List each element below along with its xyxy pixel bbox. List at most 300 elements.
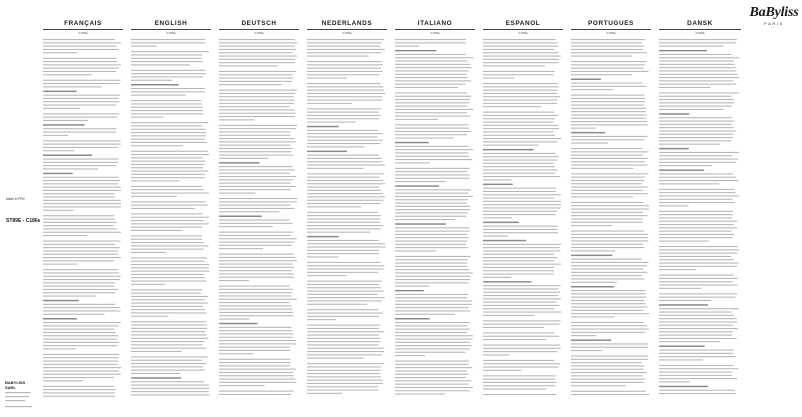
body-text-line	[395, 87, 458, 88]
body-text-line	[43, 150, 74, 151]
body-text-line	[131, 227, 202, 228]
body-text-line	[219, 286, 289, 287]
body-text-line	[131, 370, 205, 371]
body-text-line	[571, 215, 648, 216]
body-text-line	[571, 46, 644, 47]
body-text-line	[219, 260, 297, 261]
body-text-line	[659, 393, 736, 394]
body-text-line	[131, 328, 207, 329]
body-text-line	[395, 159, 472, 160]
body-text-line	[571, 136, 648, 137]
body-text-line	[131, 331, 205, 332]
body-text-line	[659, 263, 739, 264]
column-italiano	[392, 20, 478, 403]
body-text-line	[659, 162, 736, 163]
body-text-line	[395, 216, 466, 217]
body-text-line	[43, 235, 87, 236]
body-text-line	[571, 183, 642, 184]
brand-logo	[748, 6, 800, 26]
body-text-line	[43, 165, 116, 166]
body-text-line	[219, 158, 268, 159]
column-code: ST89E	[254, 31, 264, 35]
body-text-line	[483, 375, 555, 376]
body-text-line	[659, 192, 735, 193]
body-text-line	[307, 212, 378, 213]
body-text-line	[131, 381, 204, 382]
column-dansk	[656, 20, 744, 403]
section-heading-line	[395, 290, 424, 292]
section-heading-line	[395, 142, 429, 144]
body-text-line	[43, 304, 115, 305]
body-text-line	[395, 352, 466, 353]
body-text-line	[43, 219, 115, 220]
body-text-line	[307, 143, 380, 144]
body-text-line	[131, 274, 204, 275]
body-text-line	[307, 393, 342, 394]
body-text-line	[307, 68, 381, 69]
body-text-line	[483, 370, 522, 371]
body-text-line	[43, 210, 73, 211]
body-text-line	[43, 140, 121, 141]
body-text-line	[131, 373, 180, 374]
column-code: ST89E	[430, 31, 440, 35]
body-text-line	[43, 232, 121, 233]
body-text-line	[571, 71, 649, 72]
body-text-line	[43, 128, 116, 129]
body-text-line	[131, 303, 208, 304]
body-text-line	[307, 247, 385, 248]
body-text-lines	[131, 38, 211, 398]
body-text-line	[571, 372, 647, 373]
body-text-line	[219, 289, 293, 290]
body-text-line	[659, 177, 736, 178]
body-text-line	[571, 362, 641, 363]
body-text-line	[43, 80, 121, 81]
body-text-line	[659, 77, 739, 78]
body-text-line	[131, 107, 203, 108]
body-text-line	[571, 83, 642, 84]
body-text-line	[131, 235, 202, 236]
body-text-line	[483, 250, 560, 251]
body-text-line	[43, 276, 121, 277]
body-text-line	[219, 81, 292, 82]
body-text-line	[659, 152, 739, 153]
body-text-line	[483, 106, 541, 107]
body-text-line	[659, 211, 733, 212]
body-text-line	[483, 257, 557, 258]
body-text-line	[131, 39, 205, 40]
body-text-line	[307, 341, 380, 342]
body-text-line	[395, 325, 467, 326]
body-text-line	[483, 292, 560, 293]
body-text-line	[395, 74, 467, 75]
body-text-line	[43, 279, 120, 280]
section-heading-line	[659, 50, 707, 52]
body-text-line	[483, 305, 559, 306]
body-text-line	[571, 237, 648, 238]
body-text-line	[219, 273, 294, 274]
body-text-line	[219, 176, 296, 177]
body-text-line	[43, 357, 119, 358]
body-text-line	[131, 76, 203, 77]
body-text-line	[307, 118, 379, 119]
body-text-line	[659, 365, 733, 366]
body-text-line	[395, 266, 467, 267]
body-text-line	[219, 359, 290, 360]
body-text-line	[43, 272, 119, 273]
body-text-line	[395, 67, 472, 68]
body-text-line	[659, 312, 732, 313]
body-text-line	[571, 114, 647, 115]
body-text-line	[395, 189, 471, 190]
body-text-line	[219, 343, 296, 344]
column-title: PORTUGUÊS	[571, 20, 651, 30]
manufacturer-name: BABYLISS SARL	[5, 380, 26, 390]
body-text-line	[219, 299, 297, 300]
body-text-line	[659, 124, 732, 125]
body-text-line	[483, 312, 561, 313]
section-heading-line	[131, 377, 181, 379]
body-text-line	[483, 93, 557, 94]
body-text-line	[659, 378, 737, 379]
body-text-line	[131, 125, 202, 126]
body-text-line	[43, 260, 114, 261]
body-text-line	[131, 58, 202, 59]
body-text-line	[219, 145, 290, 146]
body-text-line	[571, 307, 647, 308]
made-in-label: Made in PRC	[6, 197, 25, 201]
body-text-line	[571, 124, 648, 125]
body-text-line	[219, 201, 297, 202]
body-text-line	[131, 213, 203, 214]
body-text-line	[43, 215, 114, 216]
body-text-line	[571, 111, 646, 112]
body-text-line	[43, 98, 118, 99]
body-text-line	[219, 49, 296, 50]
body-text-line	[219, 327, 291, 328]
body-text-line	[571, 272, 647, 273]
body-text-line	[307, 363, 384, 364]
body-text-line	[307, 287, 381, 288]
body-text-line	[43, 289, 118, 290]
body-text-line	[131, 80, 172, 81]
body-text-line	[43, 392, 115, 393]
body-text-line	[483, 332, 554, 333]
body-text-line	[43, 241, 120, 242]
body-text-line	[571, 218, 643, 219]
column-body-placeholder	[659, 38, 741, 398]
body-text-line	[483, 288, 559, 289]
body-text-line	[219, 340, 296, 341]
body-text-line	[395, 64, 470, 65]
body-text-line	[131, 325, 207, 326]
body-text-line	[131, 360, 202, 361]
body-text-line	[219, 109, 295, 110]
body-text-line	[659, 335, 732, 336]
body-text-line	[43, 101, 120, 102]
body-text-line	[307, 218, 380, 219]
body-text-line	[307, 250, 379, 251]
body-text-line	[131, 281, 206, 282]
body-text-line	[219, 65, 278, 66]
body-text-line	[483, 295, 558, 296]
body-text-line	[307, 265, 384, 266]
body-text-line	[395, 231, 469, 232]
body-text-line	[483, 207, 561, 208]
body-text-line	[571, 332, 645, 333]
body-text-line	[43, 144, 121, 145]
section-heading-line	[395, 185, 439, 187]
body-text-line	[483, 264, 561, 265]
section-heading-line	[43, 173, 73, 175]
body-text-line	[43, 46, 116, 47]
body-text-line	[659, 39, 737, 40]
body-text-line	[571, 375, 643, 376]
section-heading-line	[483, 222, 519, 224]
body-text-line	[571, 68, 644, 69]
body-text-line	[307, 71, 382, 72]
body-text-line	[659, 61, 734, 62]
body-text-line	[43, 367, 121, 368]
body-text-line	[659, 253, 738, 254]
body-text-line	[131, 351, 182, 352]
body-text-line	[483, 382, 557, 383]
body-text-line	[307, 173, 384, 174]
body-text-line	[571, 158, 648, 159]
body-text-line	[483, 217, 512, 218]
body-text-line	[131, 363, 206, 364]
body-text-line	[659, 341, 720, 342]
body-text-line	[219, 84, 282, 85]
body-text-line	[43, 296, 96, 297]
body-text-line	[43, 95, 120, 96]
body-text-line	[131, 220, 204, 221]
body-text-line	[43, 68, 119, 69]
body-text-line	[395, 329, 470, 330]
body-text-line	[395, 112, 467, 113]
body-text-line	[307, 309, 378, 310]
body-text-line	[659, 57, 739, 58]
body-text-line	[659, 234, 734, 235]
body-text-line	[219, 90, 297, 91]
body-text-line	[571, 247, 644, 248]
body-text-line	[219, 166, 293, 167]
body-text-line	[219, 116, 295, 117]
body-text-line	[395, 131, 471, 132]
section-heading-line	[659, 113, 689, 115]
body-text-line	[659, 80, 733, 81]
body-text-line	[395, 364, 469, 365]
body-text-line	[43, 74, 92, 75]
body-text-line	[43, 247, 120, 248]
body-text-line	[43, 168, 98, 169]
body-text-line	[483, 244, 561, 245]
body-text-line	[307, 373, 380, 374]
body-text-line	[483, 315, 534, 316]
body-text-line	[483, 118, 555, 119]
body-text-line	[307, 294, 378, 295]
body-text-line	[483, 385, 555, 386]
body-text-line	[219, 183, 291, 184]
body-text-line	[131, 208, 195, 209]
body-text-line	[219, 347, 290, 348]
body-text-line	[659, 165, 712, 166]
body-text-line	[395, 61, 467, 62]
body-text-line	[659, 67, 736, 68]
body-text-line	[43, 264, 77, 265]
body-text-line	[659, 144, 720, 145]
body-text-line	[131, 309, 205, 310]
body-text-line	[571, 359, 648, 360]
body-text-line	[219, 205, 291, 206]
body-text-line	[131, 91, 205, 92]
body-text-line	[571, 74, 632, 75]
body-text-line	[307, 354, 382, 355]
body-text-line	[483, 169, 557, 170]
body-text-line	[131, 217, 209, 218]
section-heading-line	[659, 148, 689, 150]
body-text-line	[219, 46, 295, 47]
body-text-line	[219, 141, 296, 142]
body-text-line	[483, 166, 555, 167]
body-text-line	[395, 394, 445, 395]
body-text-line	[395, 380, 472, 381]
body-text-line	[307, 344, 379, 345]
body-text-line	[43, 339, 117, 340]
body-text-line	[307, 136, 378, 137]
body-text-line	[219, 238, 297, 239]
body-text-line	[395, 168, 470, 169]
body-text-line	[395, 39, 466, 40]
body-text-line	[131, 51, 209, 52]
body-text-line	[659, 256, 731, 257]
body-text-line	[131, 289, 202, 290]
body-text-line	[395, 80, 471, 81]
body-text-line	[219, 270, 292, 271]
body-text-line	[43, 396, 115, 397]
body-text-line	[43, 222, 117, 223]
body-text-line	[571, 173, 648, 174]
body-text-line	[131, 180, 179, 181]
body-text-line	[395, 384, 468, 385]
body-text-line	[659, 202, 735, 203]
column-code: ST89E	[695, 31, 705, 35]
body-text-line	[483, 260, 554, 261]
body-text-line	[131, 230, 182, 231]
body-text-line	[395, 355, 425, 356]
body-text-line	[219, 131, 291, 132]
body-text-line	[483, 156, 559, 157]
section-heading-line	[659, 386, 708, 388]
body-text-line	[43, 180, 120, 181]
body-text-line	[43, 254, 119, 255]
column-nederlands	[304, 20, 390, 403]
manufacturer-address	[5, 380, 35, 417]
body-text-line	[307, 313, 383, 314]
body-text-line	[307, 376, 381, 377]
body-text-line	[43, 386, 114, 387]
body-text-line	[395, 339, 473, 340]
body-text-line	[395, 310, 470, 311]
body-text-line	[395, 209, 470, 210]
body-text-line	[43, 225, 114, 226]
body-text-line	[483, 141, 558, 142]
section-heading-line	[307, 151, 347, 153]
body-text-line	[571, 300, 644, 301]
body-text-line	[571, 209, 649, 210]
body-text-line	[395, 181, 445, 182]
body-text-line	[131, 189, 204, 190]
body-text-line	[131, 299, 205, 300]
body-text-line	[571, 313, 649, 314]
body-text-line	[395, 46, 419, 47]
body-text-line	[571, 190, 643, 191]
body-text-line	[483, 226, 558, 227]
body-text-line	[483, 229, 558, 230]
section-heading-line	[131, 84, 179, 86]
body-text-line	[483, 65, 545, 66]
column-code: ST89E	[78, 31, 88, 35]
body-text-line	[43, 147, 118, 148]
body-text-line	[659, 269, 696, 270]
body-text-line	[483, 112, 554, 113]
body-text-line	[395, 250, 436, 251]
body-text-line	[219, 375, 294, 376]
body-text-line	[483, 351, 557, 352]
body-text-line	[483, 236, 508, 237]
body-text-line	[483, 42, 558, 43]
body-text-line	[659, 259, 734, 260]
body-text-line	[307, 316, 379, 317]
body-text-line	[43, 132, 116, 133]
body-text-line	[571, 265, 647, 266]
body-text-line	[659, 109, 724, 110]
body-text-line	[395, 272, 473, 273]
body-text-line	[131, 277, 205, 278]
body-text-line	[307, 93, 385, 94]
body-text-line	[131, 88, 205, 89]
body-text-line	[219, 62, 295, 63]
body-text-line	[571, 148, 642, 149]
body-text-line	[659, 315, 734, 316]
body-text-line	[395, 234, 467, 235]
body-text-line	[219, 257, 295, 258]
column-title: DEUTSCH	[219, 20, 299, 30]
body-text-line	[483, 62, 559, 63]
body-text-line	[483, 302, 557, 303]
body-text-line	[395, 237, 469, 238]
body-text-line	[307, 253, 379, 254]
body-text-line	[131, 306, 203, 307]
body-text-line	[307, 291, 384, 292]
body-text-line	[571, 101, 645, 102]
body-text-line	[43, 117, 117, 118]
body-text-line	[219, 193, 255, 194]
body-text-line	[43, 162, 118, 163]
body-text-line	[307, 56, 369, 57]
column-title: DANSK	[659, 20, 741, 30]
section-heading-line	[659, 304, 708, 306]
body-text-line	[307, 108, 381, 109]
body-text-line	[483, 277, 511, 278]
body-text-line	[395, 84, 466, 85]
body-text-line	[219, 254, 294, 255]
body-text-line	[483, 39, 556, 40]
body-text-line	[131, 312, 207, 313]
body-text-line	[307, 190, 381, 191]
body-text-line	[395, 247, 468, 248]
body-text-line	[43, 348, 76, 349]
